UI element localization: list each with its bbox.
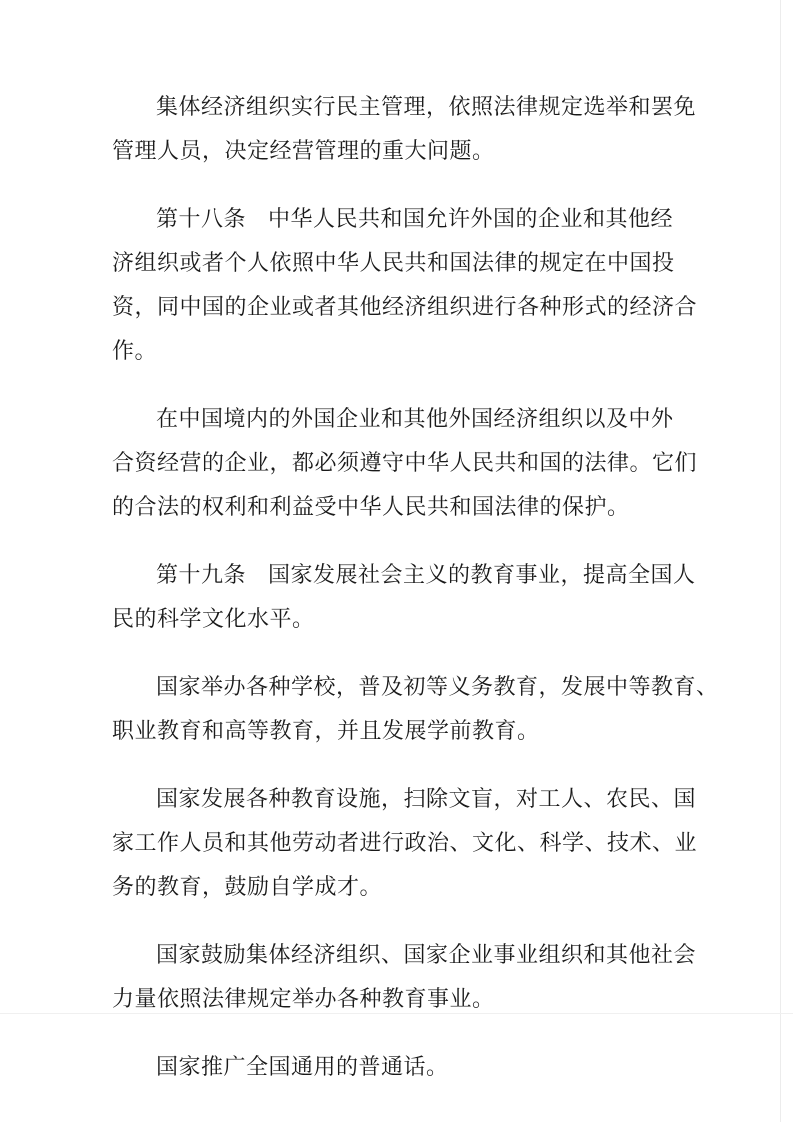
paragraph-education-facilities [112,778,698,910]
paragraph-collective-management [112,86,697,174]
text-line: 的合法的权利和利益受中华人民共和国法律的保护。 [112,495,630,520]
text-line: 国家举办各种学校，普及初等义务教育，发展中等教育、 [156,675,719,700]
text-line: 力量依照法律规定举办各种教育事业。 [112,987,495,1012]
text-line: 职业教育和高等教育，并且发展学前教育。 [112,719,540,744]
text-line: 管理人员，决定经营管理的重大问题。 [112,139,495,164]
text-line: 第十八条 中华人民共和国允许外国的企业和其他经 [156,207,674,232]
text-line: 家工作人员和其他劳动者进行政治、文化、科学、技术、业 [112,831,698,856]
article-number: 第十九条 [156,563,247,588]
text-line: 资，同中国的企业或者其他经济组织进行各种形式的经济合 [112,295,698,320]
document-body [112,86,719,1114]
paragraph-article-18 [112,198,698,374]
article-number: 第十八条 [156,207,247,232]
text-line: 作。 [112,339,158,364]
text-line: 集体经济组织实行民主管理，依照法律规定选举和罢免 [156,95,697,120]
text-line: 第十九条 国家发展社会主义的教育事业，提高全国人 [156,563,696,588]
paragraph-foreign-enterprises [112,398,698,530]
paragraph-schools [112,666,719,754]
text-line: 民的科学文化水平。 [112,607,315,632]
text-line: 合资经营的企业，都必须遵守中华人民共和国的法律。它们 [112,451,698,476]
text-line: 国家推广全国通用的普通话。 [156,1055,449,1080]
text-line: 在中国境内的外国企业和其他外国经济组织以及中外 [156,407,674,432]
paragraph-encourage-education [112,934,697,1022]
text-line: 务的教育，鼓励自学成才。 [112,875,383,900]
text-line: 国家鼓励集体经济组织、国家企业事业组织和其他社会 [156,943,697,968]
paragraph-article-19 [112,554,696,642]
text-line: 济组织或者个人依照中华人民共和国法律的规定在中国投 [112,251,675,276]
text-line: 国家发展各种教育设施，扫除文盲，对工人、农民、国 [156,787,697,812]
paragraph-putonghua [112,1046,672,1090]
scan-edge-divider [780,0,781,1122]
